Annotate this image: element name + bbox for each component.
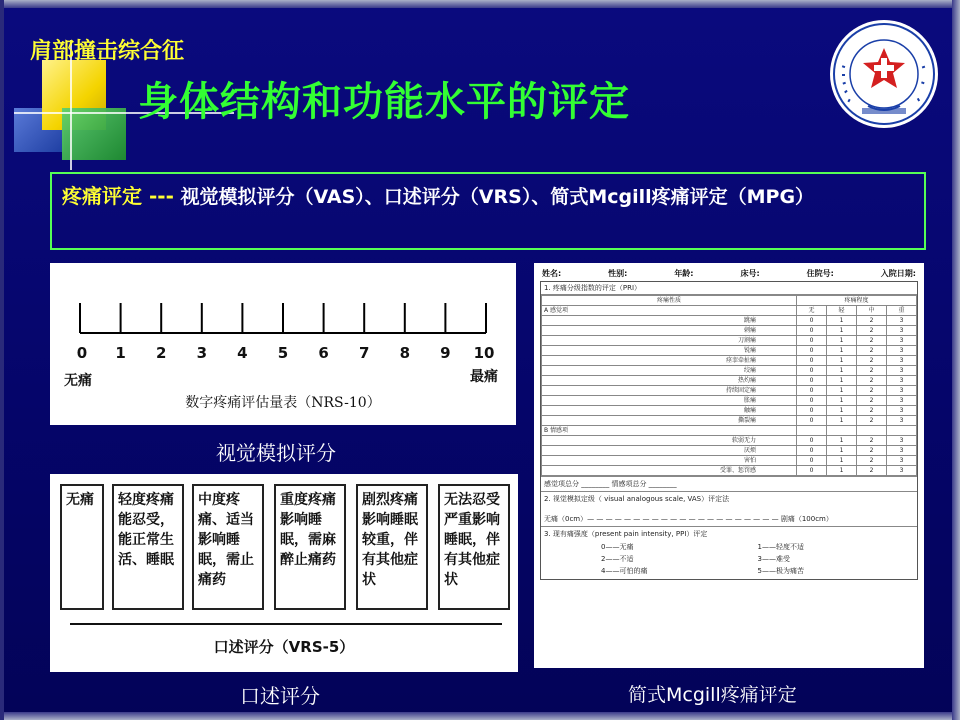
nrs-tick-label: 4 [237, 344, 248, 362]
mcgill-degree-label: 中 [857, 306, 887, 316]
mcgill-score: 2 [857, 376, 887, 386]
mcgill-item-row [542, 396, 917, 406]
mcgill-score: 2 [857, 336, 887, 346]
mcgill-header-field: 年龄: [674, 269, 694, 278]
mcgill-score: 3 [887, 436, 917, 446]
hospital-logo [828, 18, 940, 130]
mcgill-score: 0 [797, 316, 827, 326]
mcgill-pri-table [541, 295, 917, 476]
mcgill-score: 1 [827, 366, 857, 376]
mcgill-item-label: 刺痛 [542, 326, 797, 336]
mcgill-score: 2 [857, 316, 887, 326]
mcgill-score: 0 [797, 346, 827, 356]
mcgill-ppi-level: 3——难受 [757, 555, 790, 563]
mcgill-score: 3 [887, 326, 917, 336]
mcgill-score: 0 [797, 326, 827, 336]
nrs-tick-label: 2 [155, 344, 167, 362]
mcgill-score: 1 [827, 376, 857, 386]
mcgill-score: 0 [797, 396, 827, 406]
mcgill-score: 0 [797, 406, 827, 416]
mcgill-item-label: 胀痛 [542, 396, 797, 406]
mcgill-item-label: 跳痛 [542, 316, 797, 326]
mcgill-item-row [542, 356, 917, 366]
vrs-level-box: 剧烈疼痛影响睡眠较重，伴有其他症状 [356, 484, 428, 610]
mcgill-ppi-level: 0——无痛 [601, 543, 634, 551]
mcgill-score: 0 [797, 466, 827, 476]
nrs-scale-image [50, 263, 516, 425]
mcgill-score: 1 [827, 316, 857, 326]
vrs-level-box: 无法忍受严重影响睡眠，伴有其他症状 [438, 484, 510, 610]
mcgill-header-field: 床号: [740, 269, 760, 278]
mcgill-section2-title: 2. 视觉模拟定级（ visual analogous scale, VAS）评定法 [541, 491, 917, 506]
mcgill-ppi-level: 4——可怕的痛 [601, 567, 648, 575]
mcgill-col-quality: 疼痛性质 [542, 296, 797, 306]
mcgill-item-row [542, 416, 917, 426]
mcgill-group-a: A 感觉项 [542, 306, 797, 316]
vrs-caption: 口述评分 [240, 684, 320, 708]
mcgill-score: 3 [887, 396, 917, 406]
mcgill-score: 3 [887, 346, 917, 356]
frame-right [952, 0, 960, 720]
mcgill-item-row [542, 446, 917, 456]
mcgill-score: 3 [887, 446, 917, 456]
slide-topic: 肩部撞击综合征 [30, 39, 185, 64]
mcgill-header-field: 姓名: [542, 269, 562, 278]
mcgill-degree-label: 无 [797, 306, 827, 316]
mcgill-item-label: 厌烦 [542, 446, 797, 456]
mcgill-header-field: 入院日期: [880, 269, 916, 278]
mcgill-score: 2 [857, 456, 887, 466]
nrs-tick-label: 10 [473, 344, 495, 362]
mcgill-score: 1 [827, 326, 857, 336]
nrs-tick-label: 6 [318, 344, 329, 362]
mcgill-score: 3 [887, 376, 917, 386]
mcgill-score: 0 [797, 456, 827, 466]
mcgill-item-row [542, 456, 917, 466]
frame-top [0, 0, 960, 8]
nrs-tick-label: 0 [76, 344, 88, 362]
mcgill-item-row [542, 376, 917, 386]
mcgill-score: 3 [887, 406, 917, 416]
mcgill-ppi-level: 5——极为痛苦 [757, 567, 804, 575]
mcgill-score: 1 [827, 336, 857, 346]
frame-left [0, 0, 4, 720]
mcgill-col-degree: 疼痛程度 [797, 296, 917, 306]
mcgill-item-row [542, 466, 917, 476]
mcgill-section1-title: 1. 疼痛分级指数的评定（PRI） [541, 282, 917, 295]
mcgill-item-row [542, 386, 917, 396]
mcgill-empty-cell [887, 426, 917, 436]
mcgill-score: 3 [887, 366, 917, 376]
mcgill-score: 3 [887, 336, 917, 346]
mcgill-item-row [542, 336, 917, 346]
mcgill-score: 2 [857, 326, 887, 336]
mcgill-section3-title: 3. 现有痛强度（present pain intensity, PPI）评定 [541, 526, 917, 541]
mcgill-score: 0 [797, 376, 827, 386]
mcgill-score: 1 [827, 436, 857, 446]
vrs-scale-image [50, 474, 518, 672]
mcgill-item-label: 触痛 [542, 406, 797, 416]
mcgill-score: 2 [857, 386, 887, 396]
mcgill-degree-label: 重 [887, 306, 917, 316]
mcgill-score: 1 [827, 446, 857, 456]
vrs-level-box: 中度疼痛、适当影响睡眠，需止痛药 [192, 484, 264, 610]
mcgill-score: 1 [827, 416, 857, 426]
mcgill-totals-line: 感觉项总分 ________ 情感项总分 ________ [541, 476, 917, 491]
mcgill-ppi-level: 1——轻度不适 [757, 543, 804, 551]
mcgill-empty-cell [827, 426, 857, 436]
mcgill-item-label: 撕裂痛 [542, 416, 797, 426]
mcgill-score: 1 [827, 456, 857, 466]
nrs-tick-label: 1 [115, 344, 126, 362]
nrs-right-label: 最痛 [470, 369, 498, 385]
mcgill-score: 2 [857, 416, 887, 426]
frame-bottom [0, 712, 960, 720]
mcgill-item-label: 锐痛 [542, 346, 797, 356]
mcgill-item-label: 痉挛牵扯痛 [542, 356, 797, 366]
mcgill-item-row [542, 346, 917, 356]
mcgill-item-row [542, 436, 917, 446]
mcgill-score: 0 [797, 386, 827, 396]
mcgill-score: 3 [887, 416, 917, 426]
mcgill-degree-label: 轻 [827, 306, 857, 316]
mcgill-header-field: 住院号: [806, 269, 834, 278]
mcgill-caption: 简式Mcgill疼痛评定 [628, 684, 797, 706]
mcgill-score: 2 [857, 346, 887, 356]
mcgill-score: 1 [827, 406, 857, 416]
mcgill-item-row [542, 326, 917, 336]
mcgill-score: 3 [887, 386, 917, 396]
mcgill-score: 1 [827, 466, 857, 476]
mcgill-score: 3 [887, 466, 917, 476]
mcgill-score: 1 [827, 386, 857, 396]
mcgill-header-field: 性别: [608, 269, 628, 278]
mcgill-ppi-level: 2——不适 [601, 555, 634, 563]
mcgill-score: 3 [887, 356, 917, 366]
mcgill-score: 0 [797, 436, 827, 446]
mcgill-score: 0 [797, 336, 827, 346]
nrs-tick-label: 5 [277, 344, 289, 362]
vrs-scale-title: 口述评分（VRS-5） [213, 638, 355, 656]
mcgill-item-label: 持续固定痛 [542, 386, 797, 396]
mcgill-item-label: 软弱无力 [542, 436, 797, 446]
mcgill-score: 0 [797, 446, 827, 456]
mcgill-score: 0 [797, 356, 827, 366]
pain-assessment-box [50, 172, 926, 250]
mcgill-item-label: 绞痛 [542, 366, 797, 376]
nrs-tick-label: 3 [196, 344, 208, 362]
mcgill-score: 2 [857, 436, 887, 446]
mcgill-score: 2 [857, 356, 887, 366]
mcgill-ppi-grid [541, 541, 917, 579]
mcgill-item-label: 害怕 [542, 456, 797, 466]
vrs-level-box: 无痛 [60, 484, 104, 610]
mcgill-score: 1 [827, 356, 857, 366]
mcgill-score: 2 [857, 406, 887, 416]
mcgill-score: 1 [827, 346, 857, 356]
mcgill-item-row [542, 366, 917, 376]
mcgill-empty-cell [797, 426, 827, 436]
mcgill-empty-cell [857, 426, 887, 436]
mcgill-item-label: 热灼痛 [542, 376, 797, 386]
nrs-left-label: 无痛 [64, 373, 92, 389]
mcgill-score: 0 [797, 416, 827, 426]
pain-assessment-lead: 疼痛评定 --- [62, 184, 174, 208]
nrs-tick-label: 7 [358, 344, 370, 362]
mcgill-header-fields [534, 263, 924, 281]
mcgill-item-label: 受罪、惩罚感 [542, 466, 797, 476]
mcgill-group-b: B 情感项 [542, 426, 797, 436]
nrs-scale-title: 数字疼痛评估量表（NRS-10） [185, 395, 381, 411]
mcgill-score: 1 [827, 396, 857, 406]
nrs-caption: 视觉模拟评分 [216, 441, 336, 465]
mcgill-score: 2 [857, 446, 887, 456]
vrs-level-box: 重度疼痛影响睡眠，需麻醉止痛药 [274, 484, 346, 610]
pain-assessment-methods: 视觉模拟评分（VAS）、口述评分（VRS）、简式Mcgill疼痛评定（MPG） [173, 186, 815, 208]
mcgill-score: 2 [857, 366, 887, 376]
mcgill-vas-line: 无痛（0cm）— — — — — — — — — — — — — — — — — — — — — 剧痛（100cm） [544, 515, 833, 523]
mcgill-score: 0 [797, 366, 827, 376]
mcgill-score: 2 [857, 396, 887, 406]
mcgill-score: 3 [887, 316, 917, 326]
slide-title: 身体结构和功能水平的评定 [138, 79, 630, 125]
mcgill-score: 3 [887, 456, 917, 466]
mcgill-score: 2 [857, 466, 887, 476]
mcgill-item-row [542, 406, 917, 416]
nrs-scale-drawing [50, 263, 516, 425]
mcgill-form-image [534, 263, 924, 668]
mcgill-item-label: 刀割痛 [542, 336, 797, 346]
nrs-tick-label: 9 [440, 344, 451, 362]
mcgill-item-row [542, 316, 917, 326]
vrs-level-box: 轻度疼痛能忍受，能正常生活、睡眠 [112, 484, 184, 610]
nrs-tick-label: 8 [399, 344, 411, 362]
